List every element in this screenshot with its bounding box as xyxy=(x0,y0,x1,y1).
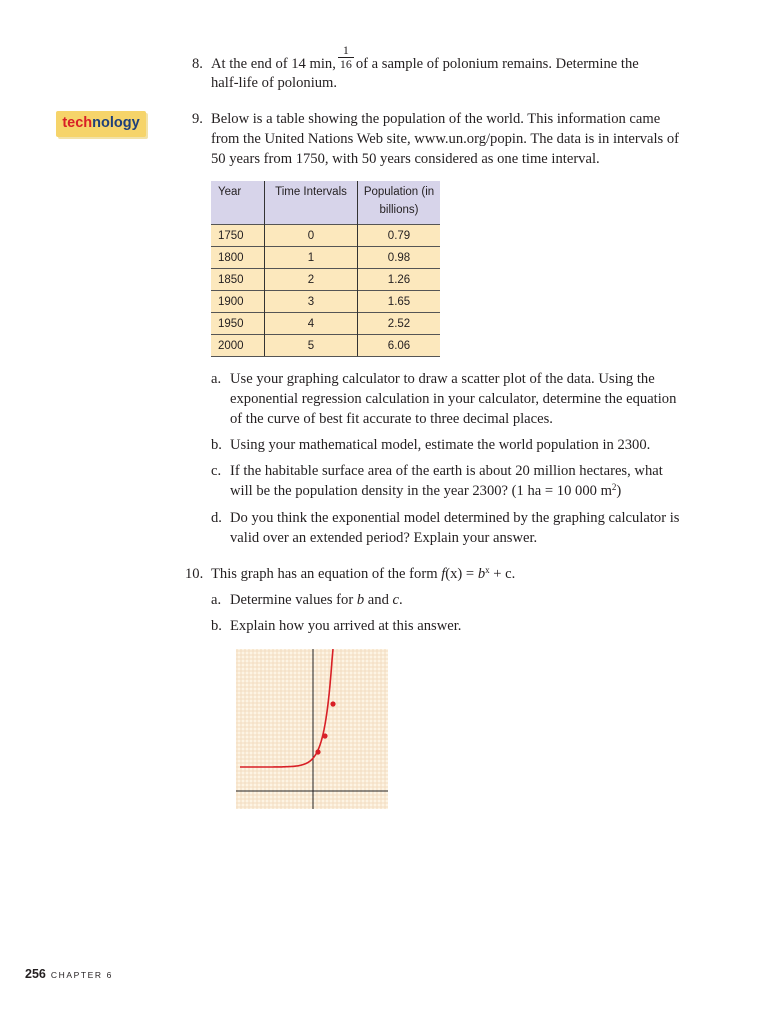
cell-year: 2000 xyxy=(211,335,265,357)
problem-8-line-2: half-life of polonium. xyxy=(211,75,338,91)
cell-year: 1950 xyxy=(211,313,265,335)
problem-10-number: 10. xyxy=(185,566,204,582)
problem-9-number: 9. xyxy=(192,111,203,127)
cell-population: 0.79 xyxy=(358,225,441,247)
table-row xyxy=(211,313,440,335)
graph-point xyxy=(330,701,335,706)
cell-interval: 5 xyxy=(265,335,358,357)
cell-year: 1800 xyxy=(211,247,265,269)
chapter-label: CHAPTER 6 xyxy=(50,970,113,980)
technology-badge: technology xyxy=(56,111,146,137)
problem-8-number: 8. xyxy=(192,56,203,72)
table-row xyxy=(211,269,440,291)
column-header-year: Year xyxy=(211,181,265,225)
problem-9-text: Below is a table showing the population of the world. This information came from the United Nations Web site, www.un.org/popin. The data is in intervals of 50 years from 1750, with 50 years considered as one time interval. xyxy=(211,111,680,167)
table-header-row xyxy=(211,181,440,225)
cell-year: 1850 xyxy=(211,269,265,291)
table-row xyxy=(211,225,440,247)
cell-interval: 3 xyxy=(265,291,358,313)
page-number: 256 xyxy=(25,967,46,981)
cell-population: 6.06 xyxy=(358,335,441,357)
cell-population: 1.65 xyxy=(358,291,441,313)
population-table xyxy=(211,181,440,357)
column-header-time-intervals: Time Intervals xyxy=(265,181,358,225)
table-row xyxy=(211,291,440,313)
cell-interval: 2 xyxy=(265,269,358,291)
cell-population: 2.52 xyxy=(358,313,441,335)
column-header-population: Population (in billions) xyxy=(358,181,441,225)
cell-population: 1.26 xyxy=(358,269,441,291)
table-row xyxy=(211,335,440,357)
graph-point xyxy=(315,749,320,754)
cell-year: 1900 xyxy=(211,291,265,313)
page-footer xyxy=(25,965,113,983)
exponential-graph xyxy=(236,649,388,809)
cell-interval: 1 xyxy=(265,247,358,269)
cell-population: 0.98 xyxy=(358,247,441,269)
problem-8-line-1: At the end of 14 min, $\frac{1}{16}$ of a sample of polonium remains. Determine the xyxy=(211,43,639,72)
table-row xyxy=(211,247,440,269)
graph-point xyxy=(322,733,327,738)
fraction-one-sixteenth: $\frac{1}{16}$ xyxy=(339,43,352,72)
cell-year: 1750 xyxy=(211,225,265,247)
cell-interval: 4 xyxy=(265,313,358,335)
cell-interval: 0 xyxy=(265,225,358,247)
problem-10-text: This graph has an equation of the form $f(x) = b^x + c$. xyxy=(211,565,516,582)
